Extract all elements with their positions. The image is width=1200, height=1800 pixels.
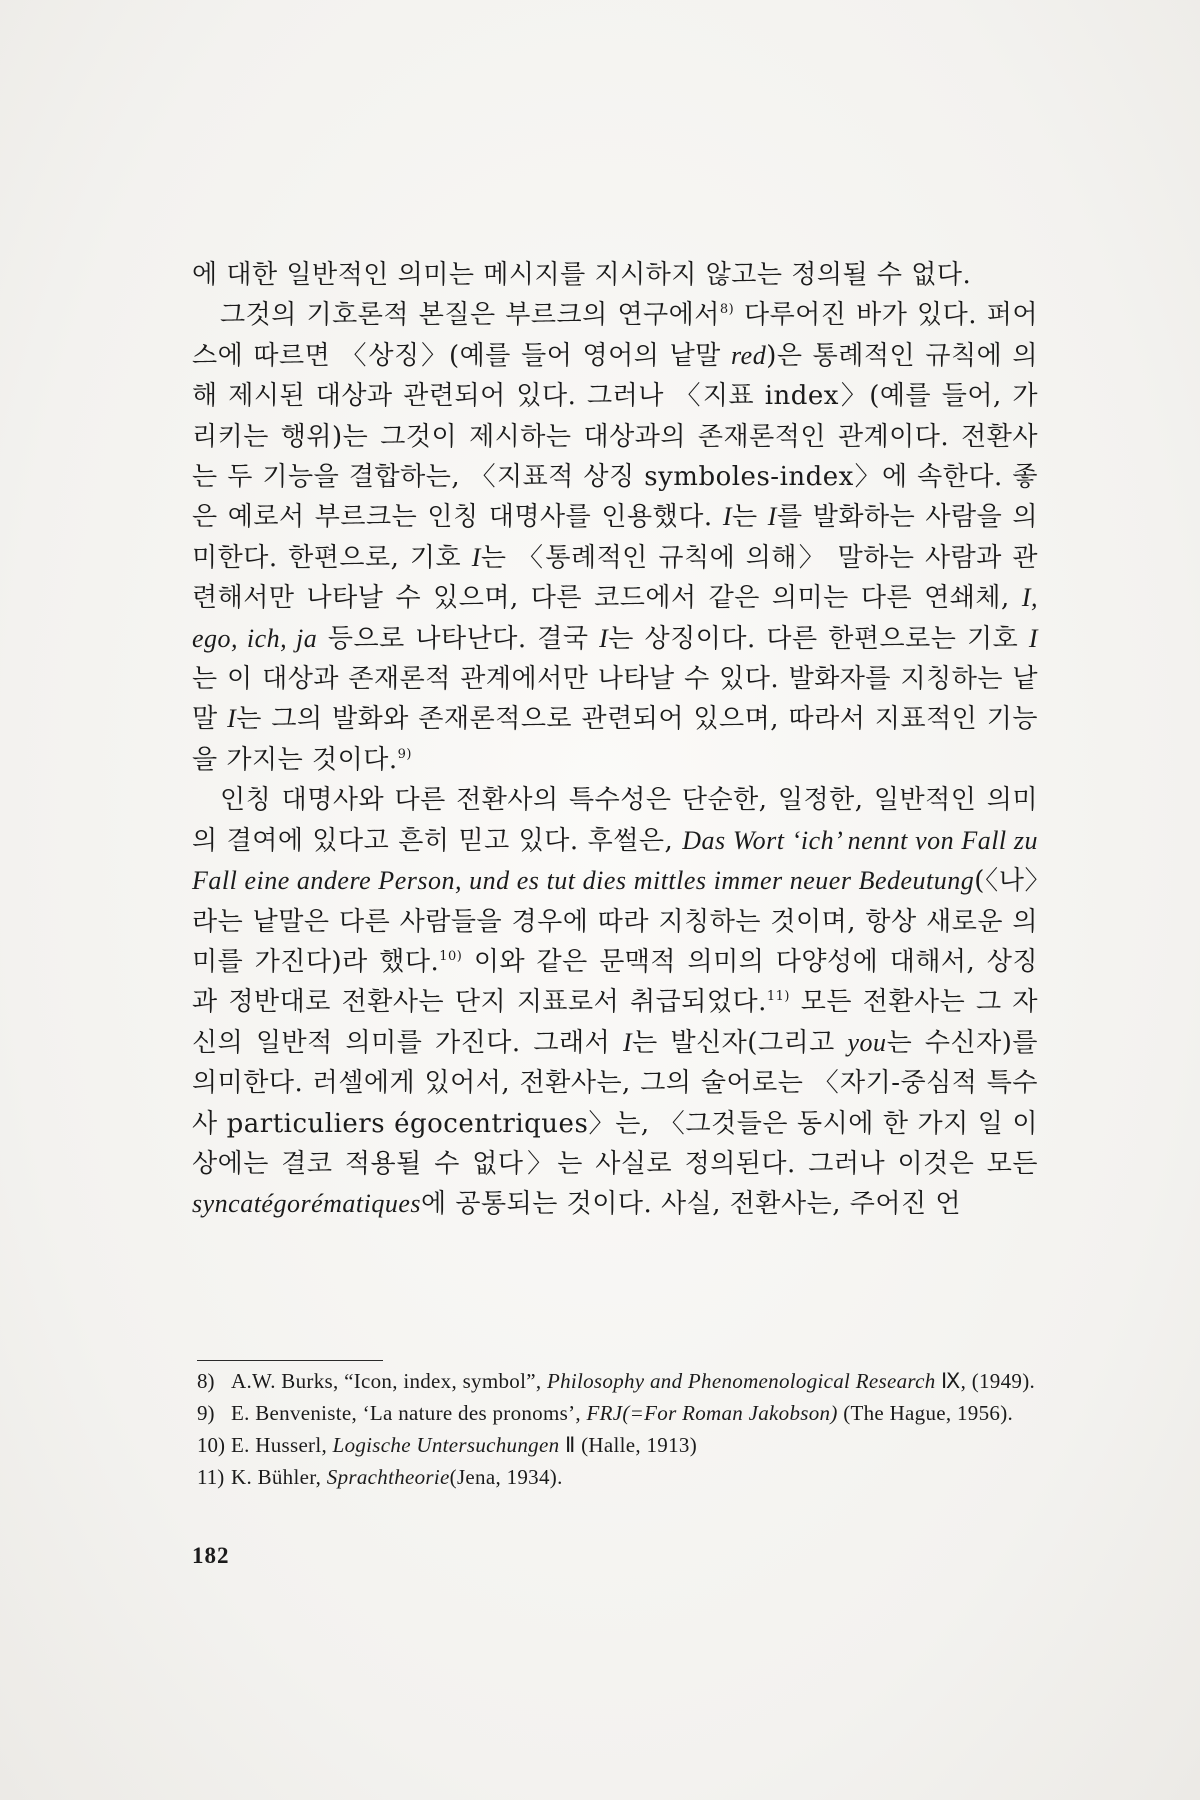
italic-term: I	[722, 502, 732, 532]
footnote-author: E. Benveniste, ‘La nature des pronoms’,	[231, 1401, 587, 1425]
footnote-text	[231, 1399, 1037, 1428]
footnote-number: 8)	[197, 1369, 215, 1393]
footnote-details: Ⅱ (Halle, 1913)	[559, 1433, 697, 1457]
footnote-title: Sprachtheorie	[326, 1465, 450, 1489]
german-quote: Das Wort ‘ich’ nennt von Fall zu Fall eine andere Person, und es tut dies mittles immer neuer Bedeutung	[192, 825, 1038, 896]
italic-term: I	[622, 1027, 633, 1057]
footnote-title: Logische Untersuchungen	[332, 1433, 560, 1457]
text-run: 인칭 대명사와 다른 전환사의 특수성은 단순한, 일정한, 일반적인 의미의 결여에 있다고 흔히 믿고 있다. 후썰은,	[192, 785, 1038, 856]
footnote-text	[231, 1431, 1037, 1460]
text-run: )은 통례적인 규칙에 의해 제시된 대상과 관련되어 있다. 그러나 〈지표 index〉(예를 들어, 가리키는 행위)는 그것이 제시하는 대상과의 존재론적인 관계이다. 전환사는 두 기능을 결합하는, 〈지표적 상징 symboles-index〉에 속한다. 좋은 예로서 부르크는 인칭 대명사를 인용했다.	[192, 340, 1039, 533]
text-run: 는 발신자(그리고	[632, 1027, 848, 1058]
footnote-number: 11)	[197, 1465, 225, 1489]
footnote-8	[197, 1367, 1037, 1396]
text-run: 다루어진 바가 있다. 퍼어스에 따르면 〈상징〉(예를 들어 영어의 낱말	[192, 300, 1038, 371]
footnotes	[197, 1367, 1037, 1495]
footnote-author: E. Husserl,	[231, 1433, 333, 1457]
footnote-details: (The Hague, 1956).	[837, 1401, 1014, 1425]
text-run: 는 〈통례적인 규칙에 의해〉 말하는 사람과 관련해서만 나타날 수 있으며, 다른 코드에서 같은 의미는 다른 연쇄체,	[192, 542, 1038, 614]
text-run: 는	[732, 502, 768, 533]
footnote-10	[197, 1431, 1037, 1460]
footnote-number: 9)	[197, 1401, 215, 1425]
footnote-ref-9: 9)	[397, 746, 412, 762]
text-run: 이와 같은 문맥적 의미의 다양성에 대해서, 상징과 정반대로 전환사는 단지 지표로서 취급되었다.	[192, 946, 1038, 1018]
body-text	[192, 255, 1038, 1225]
italic-term: I	[227, 704, 237, 734]
footnote-text	[231, 1367, 1037, 1396]
text-run: 모든 전환사는 그 자신의 일반적 의미를 가진다. 그래서	[192, 987, 1038, 1058]
text-run: 를 발화하는 사람을 의미한다. 한편으로, 기호	[192, 502, 1038, 573]
italic-term: you	[847, 1027, 887, 1057]
footnote-divider	[197, 1360, 383, 1361]
paragraph-2	[192, 295, 1038, 780]
footnote-title: Philosophy and Phenomenological Research	[546, 1369, 936, 1393]
footnote-9	[197, 1399, 1037, 1428]
footnote-ref-8: 8)	[719, 302, 735, 318]
footnote-author: K. Bühler,	[231, 1465, 327, 1489]
footnote-ref-11: 11)	[766, 989, 791, 1005]
text-run: 는 그의 발화와 존재론적으로 관련되어 있으며, 따라서 지표적인 기능을 가지는 것이다.	[192, 704, 1038, 775]
footnote-11	[197, 1463, 1037, 1492]
italic-term: syncatégorématiques	[192, 1189, 422, 1219]
text-run: 등으로 나타난다. 결국	[317, 623, 600, 654]
italic-term: I	[1028, 623, 1038, 653]
footnote-text	[231, 1463, 1037, 1492]
italic-term: I, ego, ich, ja	[192, 583, 1038, 653]
italic-term: red	[731, 340, 767, 370]
text-run: 는 상징이다. 다른 한편으로는 기호	[608, 623, 1029, 654]
footnote-author: A.W. Burks, “Icon, index, symbol”,	[231, 1369, 547, 1393]
footnote-number: 10)	[197, 1433, 225, 1457]
text-run: 그것의 기호론적 본질은 부르크의 연구에서	[220, 300, 720, 331]
footnote-details: (Jena, 1934).	[449, 1465, 563, 1489]
text-run: (〈나〉라는 낱말은 다른 사람들을 경우에 따라 지칭하는 것이며, 항상 새로운 의미를 가진다)라 했다.	[192, 866, 1038, 977]
page-number: 182	[192, 1543, 230, 1568]
paragraph-3	[192, 780, 1038, 1224]
italic-term: I	[767, 502, 777, 532]
footnote-ref-10: 10)	[439, 948, 463, 964]
italic-term: I	[471, 542, 481, 572]
text-run: 에 공통되는 것이다. 사실, 전환사는, 주어진 언	[421, 1189, 961, 1220]
paragraph-1	[192, 255, 1038, 295]
italic-term: I	[599, 623, 609, 653]
footnote-title: FRJ(=For Roman Jakobson)	[586, 1401, 838, 1425]
text-run: 는 수신자)를 의미한다. 러셀에게 있어서, 전환사는, 그의 술어로는 〈자기-중심적 특수사 particuliers égocentriques〉는, 〈그것들은 동시에 한 가지 일 이상에는 결코 적용될 수 없다〉는 사실로 정의된다. 그러나 이것은 모든	[192, 1027, 1038, 1179]
text-run: 는 이 대상과 존재론적 관계에서만 나타날 수 있다. 발화자를 지칭하는 낱말	[192, 664, 1038, 735]
footnote-details: Ⅸ, (1949).	[935, 1369, 1036, 1393]
text-run: 에 대한 일반적인 의미는 메시지를 지시하지 않고는 정의될 수 없다.	[192, 260, 972, 290]
